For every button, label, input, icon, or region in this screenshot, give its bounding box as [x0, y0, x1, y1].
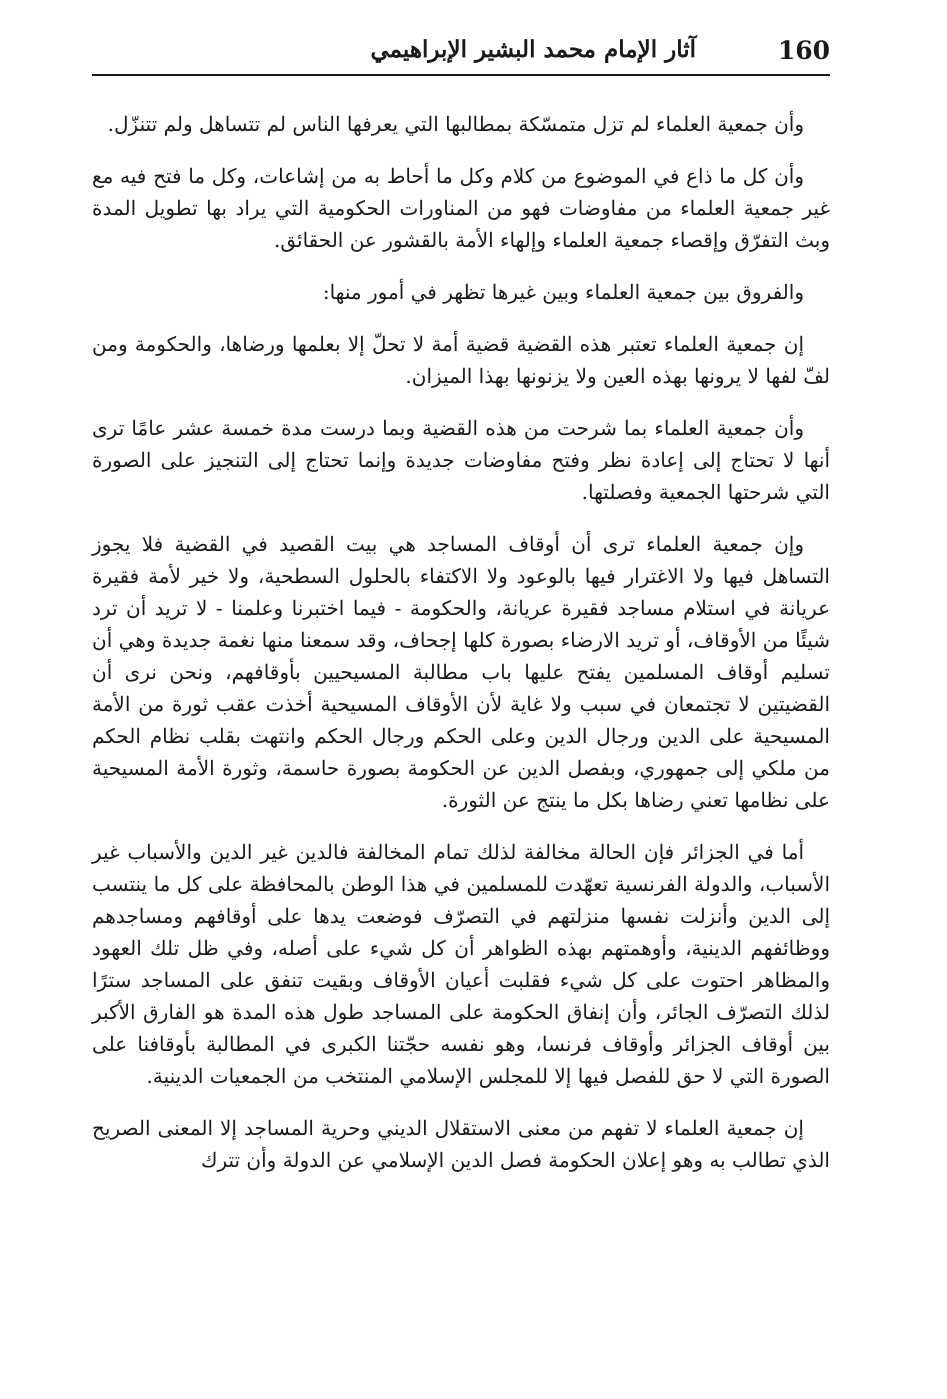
paragraph: وأن كل ما ذاع في الموضوع من كلام وكل ما أحاط به من إشاعات، وكل ما فتح فيه مع غير جمعية العلماء من مفاوضات فهو من المناورات الحكومية التي يراد بها تطويل المدة وبث التفرّق وإقصاء جمعية العلماء وإلهاء الأمة بالقشور عن الحقائق.	[92, 164, 830, 252]
paragraph: والفروق بين جمعية العلماء وبين غيرها تظهر في أمور منها:	[322, 280, 804, 304]
book-title: آثار الإمام محمد البشير الإبراهيمي	[370, 36, 696, 63]
paragraph: أما في الجزائر فإن الحالة مخالفة لذلك تمام المخالفة فالدين غير الدين والأسباب غير الأسباب، والدولة الفرنسية تعهّدت للمسلمين في هذا الوطن بالمحافظة على كل ما ينتسب إلى الدين وأنزلت نفسها منزلتهم في التصرّف فوضعت يدها على أوقافهم ومساجدهم ووظائفهم الدينية، وأوهمتهم بهذه الظواهر أن كل شيء على أصله، وفي ظل تلك العهود والمظاهر احتوت على كل شيء فقلبت أعيان الأوقاف وبقيت تنفق على المساجد سترًا لذلك التصرّف الجائر، وأن إنفاق الحكومة على المساجد طول هذه المدة هو الفارق الأكبر بين أوقاف الجزائر وأوقاف فرنسا، وهو نفسه حجّتنا الكبرى في المطالبة بأوقافنا على الصورة التي لا حق للفصل فيها إلا للمجلس الإسلامي المنتخب من الجمعيات الدينية.	[92, 840, 830, 1088]
body-text	[92, 108, 830, 1196]
paragraph: وإن جمعية العلماء ترى أن أوقاف المساجد هي بيت القصيد في القضية فلا يجوز التساهل فيها ولا الاغترار فيها بالوعود ولا الاكتفاء بالحلول السطحية، ولا خير لأمة فقيرة عريانة في استلام مساجد فقيرة عريانة، والحكومة - فيما اختبرنا وعلمنا - لا تريد أن ترد شيئًا من الأوقاف، أو تريد الارضاء بصورة كلها إجحاف، وقد سمعنا منها نغمة جديدة وهي أن تسليم أوقاف المسلمين يفتح عليها باب مطالبة المسيحيين بأوقافهم، ونحن نرى أن القضيتين لا تجتمعان في سبب ولا غاية لأن الأوقاف المسيحية أخذت عقب ثورة من الأمة المسيحية على الدين ورجال الدين وعلى الحكم ورجال الحكم وانتهت بقلب نظام الحكم من ملكي إلى جمهوري، وبفصل الدين عن الحكومة بصورة حاسمة، وثورة الأمة المسيحية على نظامها تعني رضاها بكل ما ينتج عن الثورة.	[92, 532, 830, 812]
paragraph: وأن جمعية العلماء لم تزل متمسّكة بمطالبها التي يعرفها الناس لم تتساهل ولم تتنزّل.	[107, 112, 804, 136]
running-header	[92, 26, 830, 76]
paragraph: إن جمعية العلماء تعتبر هذه القضية قضية أمة لا تحلّ إلا بعلمها ورضاها، والحكومة ومن لفّ لفها لا يرونها بهذه العين ولا يزنونها بهذا الميزان.	[92, 332, 830, 388]
paragraph: إن جمعية العلماء لا تفهم من معنى الاستقلال الديني وحرية المساجد إلا المعنى الصريح الذي تطالب به وهو إعلان الحكومة فصل الدين الإسلامي عن الدولة وأن تترك	[92, 1116, 830, 1172]
page-number: 160	[777, 36, 830, 65]
paragraph: وأن جمعية العلماء بما شرحت من هذه القضية وبما درست مدة خمسة عشر عامًا ترى أنها لا تحتاج إلى إعادة نظر وفتح مفاوضات جديدة وإنما تحتاج إلى التنجيز على الصورة التي شرحتها الجمعية وفصلتها.	[92, 416, 830, 504]
